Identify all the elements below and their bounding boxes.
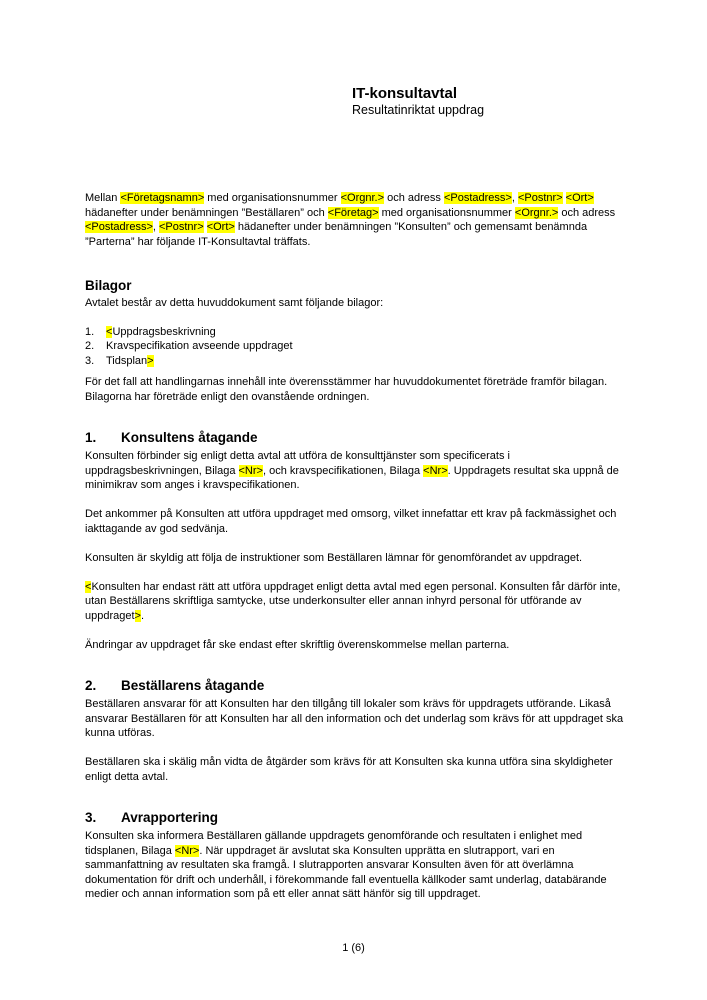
- section-number: 1.: [85, 430, 97, 445]
- section-number: 3.: [85, 810, 97, 825]
- section-3-heading: [85, 809, 625, 826]
- section-title: Avrapportering: [121, 810, 219, 825]
- attachment-list: [85, 325, 625, 369]
- document-header: [352, 84, 625, 118]
- attachment-item-number: 3.: [85, 354, 95, 367]
- section-number: 2.: [85, 678, 97, 693]
- attachment-item-2: [85, 339, 625, 354]
- paragraph: Konsulten är skyldig att följa de instruktioner som Beställaren lämnar för genomförandet av uppdraget.: [85, 551, 583, 564]
- attachment-item-text: Tidsplan>: [106, 354, 154, 367]
- bilagor-lead: Avtalet består av detta huvuddokument samt följande bilagor:: [85, 297, 384, 309]
- attachment-item-text: Kravspecifikation avseende uppdraget: [106, 340, 293, 352]
- paragraph: Beställaren ansvarar för att Konsulten har den tillgång till lokaler som krävs för uppdragets utförande. Likaså ansvarar Beställaren för att Konsulten har all den information och det underlag som krävs för att uppdraget ska kunna utföras.: [85, 698, 624, 739]
- bilagor-heading: Bilagor: [85, 278, 132, 293]
- attachment-item-text: <Uppdragsbeskrivning: [106, 325, 216, 338]
- document-title: IT-konsultavtal: [352, 85, 458, 102]
- section-2-heading: [85, 677, 625, 694]
- document-subtitle: Resultatinriktat uppdrag: [352, 103, 485, 117]
- paragraph: Ändringar av uppdraget får ske endast efter skriftlig överenskommelse mellan parterna.: [85, 638, 510, 651]
- attachment-item-1: [85, 325, 625, 340]
- page-number-footer: 1 (6): [342, 942, 365, 954]
- paragraph: <Konsulten har endast rätt att utföra uppdraget enligt detta avtal med egen personal. Konsulten får därför inte, utan Beställarens skriftliga samtycke, utse underkonsulter eller annan inhyrd personal för utförande av uppdraget>.: [85, 580, 621, 622]
- section-1-heading: [85, 429, 625, 446]
- paragraph: Konsulten ska informera Beställaren gällande uppdragets genomförande och resultaten i enlighet med tidsplanen, Bilaga <Nr>. När uppdraget är avslutat ska Konsulten upprätta en slutrapport, vari en sammanfattning av resultaten ska framgå. I slutrapporten ansvarar Konsulten även för att överlämna dokumentation för drift och underhåll, i förekommande fall eventuella källkoder samt underlag, databärande medier och annan information som på ett eller annat sätt hänför sig till uppdraget.: [85, 830, 607, 900]
- paragraph: Beställaren ska i skälig mån vidta de åtgärder som krävs för att Konsulten ska kunna utföra sina skyldigheter enligt detta avtal.: [85, 756, 613, 783]
- paragraph: Konsulten förbinder sig enligt detta avtal att utföra de konsulttjänster som specificerats i uppdragsbeskrivningen, Bilaga <Nr>, och kravspecifikationen, Bilaga <Nr>. Uppdragets resultat ska uppnå de minimikrav som anges i kravspecifikationen.: [85, 450, 619, 491]
- section-title: Beställarens åtagande: [121, 678, 265, 693]
- intro-paragraph: Mellan <Företagsnamn> med organisationsnummer <Orgnr.> och adress <Postadress>, <Postnr> <Ort> hädanefter under benämningen ”Beställaren” och <Företag> med organisationsnummer <Orgnr.> och adress <Postadress>, <Postnr> <Ort> hädanefter under benämningen ”Konsulten” och gemensamt benämnda ”Parterna” har följande IT-Konsultavtal träffats.: [85, 192, 616, 248]
- paragraph: Det ankommer på Konsulten att utföra uppdraget med omsorg, vilket innefattar ett krav på fackmässighet och iakttagande av god sedvänja.: [85, 508, 617, 535]
- attachment-item-number: 2.: [85, 340, 95, 352]
- attachment-item-number: 1.: [85, 325, 95, 338]
- bilagor-note: För det fall att handlingarnas innehåll inte överensstämmer har huvuddokumentet företräde framför bilagan. Bilagorna har företräde enligt den ovanstående ordningen.: [85, 376, 608, 403]
- section-title: Konsultens åtagande: [121, 430, 258, 445]
- attachment-item-3: [85, 354, 625, 369]
